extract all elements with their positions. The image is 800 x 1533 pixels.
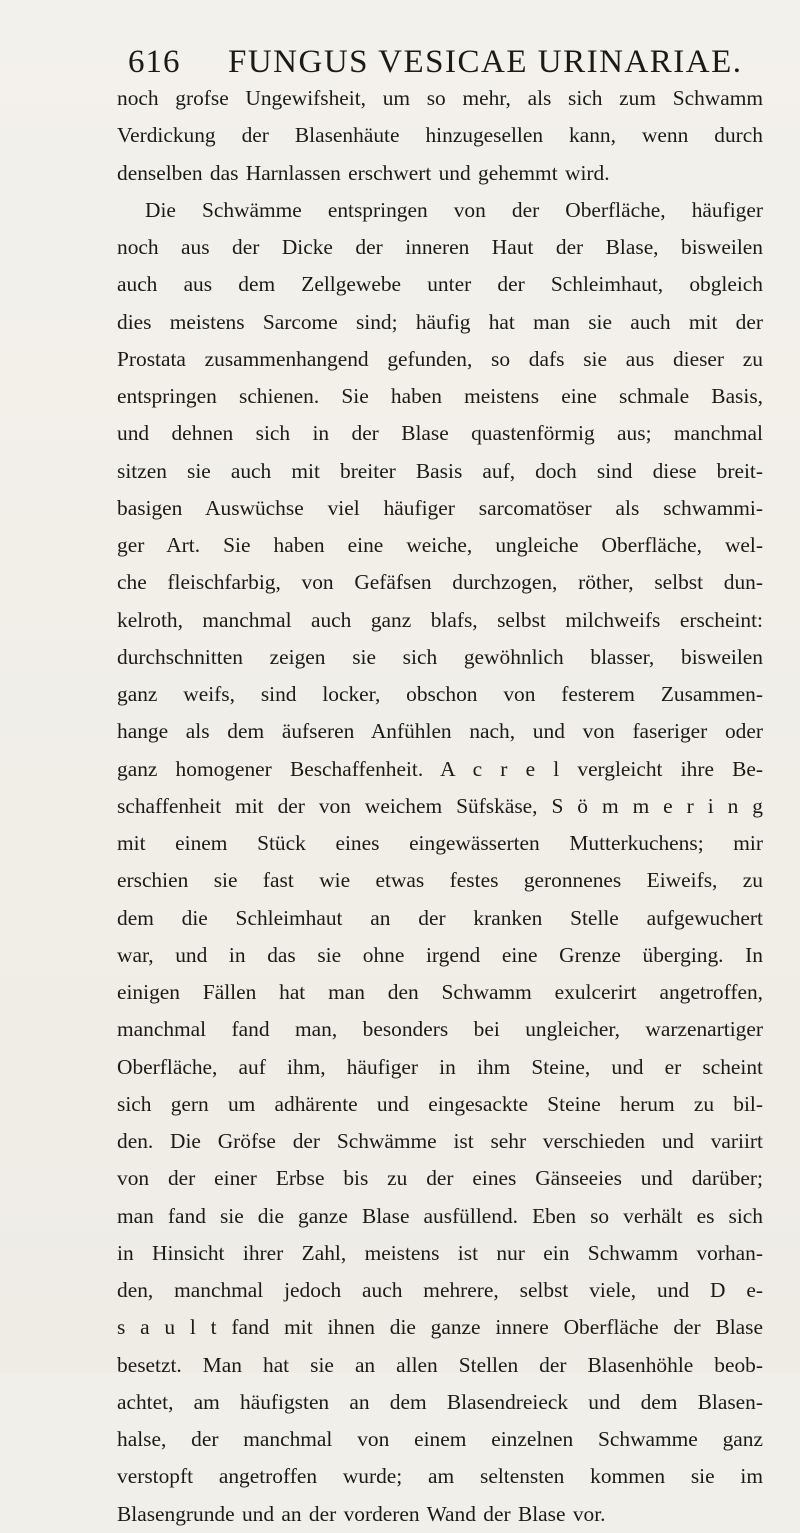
text-line: noch grofse Ungewifsheit, um so mehr, als sich zum Schwamm [117,86,763,110]
text-line: auch aus dem Zellgewebe unter der Schleimhaut, obgleich [117,272,763,297]
text-line: von der einer Erbse bis zu der eines Gänseeies und darüber; [117,1166,763,1191]
text-line: den. Die Gröfse der Schwämme ist sehr verschieden und variirt [117,1129,763,1153]
page-number: 616 [128,44,181,80]
text-line: dem die Schleimhaut an der kranken Stelle aufgewuchert [117,905,763,930]
text-line: mit einem Stück eines eingewässerten Mutterkuchens; mir [117,831,763,855]
text-line: entspringen schienen. Sie haben meistens eine schmale Basis, [117,384,763,408]
text-line: Verdickung der Blasenhäute hinzugesellen kann, wenn durch [117,123,763,148]
text-line: besetzt. Man hat sie an allen Stellen der Blasenhöhle beob- [117,1352,763,1377]
body-text [117,80,763,1533]
text-line: einigen Fällen hat man den Schwamm exulcerirt angetroffen, [117,980,763,1004]
text-line: ger Art. Sie haben eine weiche, ungleiche Oberfläche, wel- [117,533,763,557]
text-line: basigen Auswüchse viel häufiger sarcomatöser als schwammi- [117,495,763,520]
text-line: verstopft angetroffen wurde; am seltensten kommen sie im [117,1464,763,1489]
text-line: achtet, am häufigsten an dem Blasendreieck und dem Blasen- [117,1389,763,1414]
text-line: durchschnitten zeigen sie sich gewöhnlich blasser, bisweilen [117,644,763,669]
text-line: man fand sie die ganze Blase ausfüllend. Eben so verhält es sich [117,1203,763,1228]
text-line: ganz weifs, sind locker, obschon von festerem Zusammen- [117,682,763,706]
text-line: sitzen sie auch mit breiter Basis auf, doch sind diese breit- [117,458,763,483]
text-line: kelroth, manchmal auch ganz blafs, selbst milchweifs erscheint: [117,607,763,632]
text-line: hange als dem äufseren Anfühlen nach, und von faseriger oder [117,719,763,744]
text-line: noch aus der Dicke der inneren Haut der Blase, bisweilen [117,235,763,259]
text-line: ganz homogener Beschaffenheit. A c r e l vergleicht ihre Be- [117,756,763,781]
text-line: halse, der manchmal von einem einzelnen Schwamme ganz [117,1427,763,1451]
text-line: und dehnen sich in der Blase quastenförmig aus; manchmal [117,421,763,446]
text-line: Die Schwämme entspringen von der Oberfläche, häufiger [145,197,763,222]
text-line: che fleischfarbig, von Gefäfsen durchzogen, röther, selbst dun- [117,570,763,595]
running-head: FUNGUS VESICAE URINARIAE. [228,44,743,80]
text-line: denselben das Harnlassen erschwert und gehemmt wird. [117,160,610,185]
text-line: sich gern um adhärente und eingesackte Steine herum zu bil- [117,1091,763,1116]
text-line: dies meistens Sarcome sind; häufig hat man sie auch mit der [117,309,763,334]
text-line: in Hinsicht ihrer Zahl, meistens ist nur ein Schwamm vorhan- [117,1240,763,1265]
text-line: Blasengrunde und an der vorderen Wand der Blase vor. [117,1501,606,1526]
text-line: den, manchmal jedoch auch mehrere, selbst viele, und D e- [117,1278,763,1302]
text-line: schaffenheit mit der von weichem Süfskäse, S ö m m e r i n g [117,793,763,818]
text-line: erschien sie fast wie etwas festes geronnenes Eiweifs, zu [117,868,763,893]
text-line: s a u l t fand mit ihnen die ganze innere Oberfläche der Blase [117,1315,763,1340]
text-line: war, und in das sie ohne irgend eine Grenze überging. In [117,942,763,967]
text-line: manchmal fand man, besonders bei ungleicher, warzenartiger [117,1017,763,1042]
text-line: Oberfläche, auf ihm, häufiger in ihm Steine, und er scheint [117,1054,763,1079]
text-line: Prostata zusammenhangend gefunden, so dafs sie aus dieser zu [117,346,763,371]
